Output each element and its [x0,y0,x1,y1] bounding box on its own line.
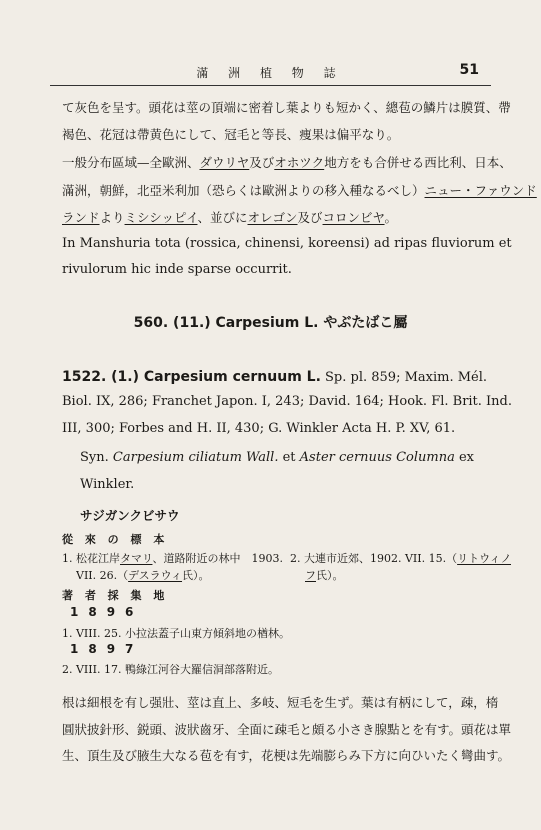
record-1-line-2 [76,567,210,583]
text-run: 氏）。 [316,569,344,582]
synonym-name: Carpesium ciliatum Wall. [112,450,279,465]
distribution-line-2 [62,181,537,199]
text-run: 。 [384,210,398,225]
species-line-1 [62,366,487,385]
text-run: 、並びに [197,210,248,225]
distribution-line-1 [62,153,512,171]
collection-year: 1897 [70,642,144,656]
text-run: 1. 松花江岸 [62,552,120,565]
text-run: ex [454,450,475,465]
author-collection-heading: 著 者 採 集 地 [62,589,169,602]
japanese-name: サジガンクビサウ [80,508,180,523]
text-run: 及び [249,155,275,170]
text-run: 氏）。 [182,569,210,582]
collection-entry: 2. VIII. 17. 鴨綠江河谷大羅信洞部落附近。 [62,663,279,676]
place-name: オレゴン [247,210,298,225]
collector-name: フ [305,569,316,582]
synonym-name: Aster cernuus Columna [299,450,455,465]
genus-heading: 560. (11.) Carpesium L. やぶたばこ屬 [133,315,408,331]
place-name: ミシシッピイ [124,210,198,225]
species-line-3: III, 300; Forbes and H. II, 430; G. Winkler Acta H. P. XV, 61. [62,421,456,436]
intro-line-2: 褐色、花冠は帶黄色にして、冠毛と等長、痩果は偏平なり。 [62,127,400,142]
text-run: 滿洲，朝鮮，北亞米利加（恐らくは歐洲よりの移入種なるべし） [62,183,425,198]
place-name: タマリ [120,552,153,565]
text-run: 地方をも合併せる西比利、日本、 [324,155,512,170]
text-run: 一般分布區域—全歐洲、 [62,155,200,170]
record-2-line-1 [290,550,511,566]
text-run: VII. 26.（ [76,569,129,582]
species-line-2: Biol. IX, 286; Franchet Japon. I, 243; David. 164; Hook. Fl. Brit. Ind. [62,394,513,409]
description-line-1: 根は細根を有し强壯、莖は直上、多岐、短毛を生ず。葉は有柄にして，疎，楕 [62,695,499,710]
collector-name: リトウィノ [457,552,512,565]
place-name: ダウリヤ [199,155,250,170]
description-line-3: 生、頂生及び腋生大なる苞を有す，花梗は先端膨らみ下方に向ひいたく彎曲す。 [62,748,511,763]
running-title: 滿 洲 植 物 誌 [196,66,344,80]
text-run: 、道路附近の林中 1903. [152,552,283,565]
synonym-line-2: Winkler. [80,477,135,492]
place-name: コロンビヤ [322,210,385,225]
place-name: ニュー・ファウンド [424,183,537,198]
latin-line-1: In Manshuria tota (rossica, chinensi, koreensi) ad ripas fluviorum et [62,236,512,251]
text-run: 及び [297,210,323,225]
record-1-line-1 [62,550,283,566]
header-rule [50,85,491,86]
record-2-line-2 [305,567,344,583]
page-number: 51 [459,62,479,78]
collection-year: 1896 [70,605,144,619]
collection-entry: 1. VIII. 25. 小拉法蓋子山東方傾斜地の楢林。 [62,627,290,640]
species-name: 1522. (1.) Carpesium cernuum L. [62,369,321,385]
place-name: ランド [62,210,100,225]
text-run: et [278,450,300,465]
intro-line-1: て灰色を呈す。頭花は莖の頂端に密着し葉よりも短かく、總苞の鱗片は膜質、帶 [62,100,511,115]
species-reference: Sp. pl. 859; Maxim. Mél. [320,370,488,385]
previous-records-heading: 從 來 の 標 本 [62,533,169,546]
text-run: より [99,210,125,225]
syn-label: Syn. [80,450,113,465]
synonym-line-1 [80,450,474,465]
description-line-2: 圓狀披針形、鋭頭、波狀齒牙、全面に疎毛と頗る小さき腺點とを有す。頭花は單 [62,722,512,737]
text-run: 2. 大連市近郊、1902. VII. 15.（ [290,552,458,565]
distribution-line-3 [62,208,397,226]
latin-line-2: rivulorum hic inde sparse occurrit. [62,262,292,277]
collector-name: デスラウィ [128,569,183,582]
place-name: オホツク [274,155,325,170]
